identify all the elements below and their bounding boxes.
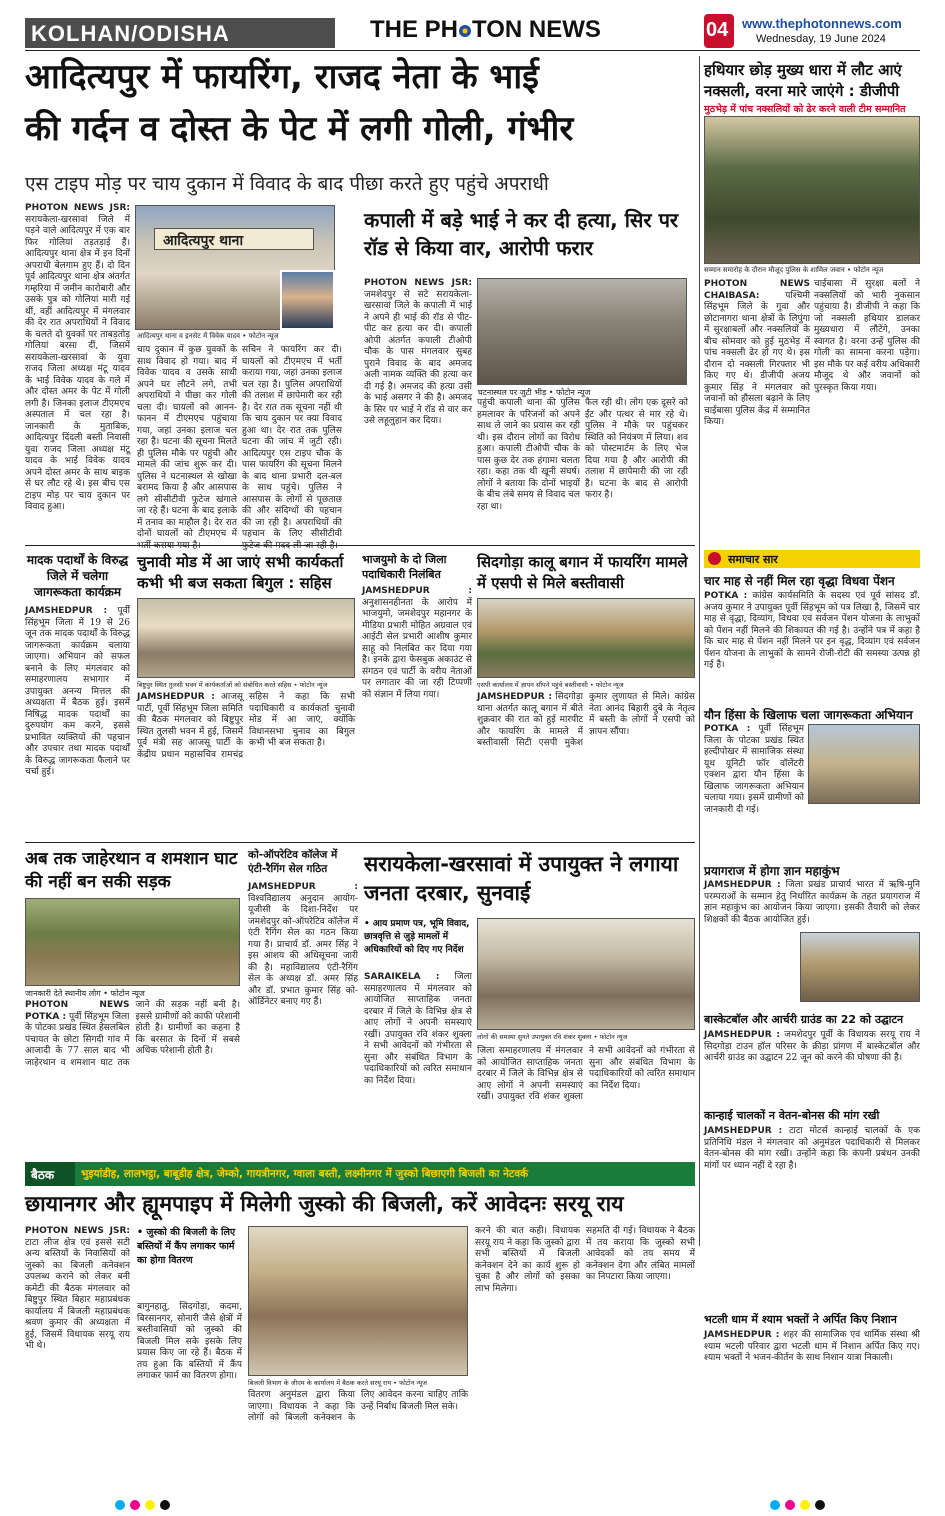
naxal-photo-police-group	[704, 116, 920, 264]
ajsu-text: आजसू पार्टी, पूर्वी सिंहभूम जिला समिति की बैठक मंगलवार को बिष्टुपुर स्थित तुलसी भवन में हुई, जिसमें पूर्व मंत्री सह आजसू पार्टी के केंद्रीय प्रधान महासचिव रामचंद्र सहिस ने कहा कि सभी पदाधिकारी व कार्यकर्ता चुनावी मोड में आ जाएं, क्योंकि विधानसभा चुनाव का बिगुल कभी भी बज सकता है।	[137, 692, 355, 760]
janta-darbar-body-2	[477, 1046, 695, 1150]
drugs-headline: मादक पदार्थों के विरुद्ध जिले में चलेगा जागरूकता कार्यक्रम	[26, 553, 129, 599]
brief-2-photo	[808, 724, 920, 804]
jusco-bullet: • जुस्को की बिजली के लिए बस्तियों में कैंप लगाकर फार्म का होगा वितरण	[137, 1227, 236, 1266]
brief-4-byline: JAMSHEDPUR :	[704, 1030, 780, 1040]
story2-text-col2: पहुंची कपाली थाना की पुलिस हमलावर के परिजनों को अपने साथ ले जाने का प्रयास कर रही थी। इस दौरान लोगों का विरोध हुआ। कपाली टीओपी चौक के पास कुछ देर तक हंगामा चलता रहा। कहा तक थी खूनी संघर्ष। लोगों ने बताया कि दोनों भाइयों के बीच लंबे समय से विवाद चल रहा था।	[477, 398, 580, 512]
brief-item-6	[704, 1312, 920, 1482]
jusco-column-1	[25, 1226, 130, 1481]
janta-darbar-body-1	[364, 972, 472, 1150]
janta-darbar-byline: SARAIKELA :	[364, 972, 440, 982]
section-label	[25, 18, 335, 48]
lead-text-col2: चाय दुकान में कुछ युवकों के साथ विवाद हो गया। बाद में विवेक यादव व उसके साथी अपने घर लौटने लगे, तभी अपराधियों ने पीछा कर गोली चला दी। घायलों को आनन-फानन में टीएमएच पहुंचाया गया, जहां उनका इलाज चल रहा है। घटना की सूचना मिलते ही पुलिस मौके पर पहुंची और मामले की जांच शुरू कर दी। पुलिस ने घटनास्थल से खोखा बरामद किया है और आसपास लगे सीसीटीवी फुटेज खंगाले जा रहे हैं। घटना के बाद इलाके में तनाव का माहौल है। देर रात दोनों घायलों को टीएमएच में	[137, 345, 237, 539]
brief-item-2	[704, 706, 920, 856]
lead-headline-1: आदित्यपुर में फायरिंग, राजद नेता के भाई	[25, 57, 539, 97]
brief-4-body	[704, 1030, 920, 1102]
brief-4-text: जमशेदपुर पूर्वी के विधायक सरयू राय ने सिदगोड़ा टाउन हॉल परिसर के क्रीड़ा प्रांगण में बास्केटबॉल और आर्चरी ग्राउंड का उद्घाटन 22 जून को करने की घोषणा की है।	[704, 1030, 920, 1063]
kalu-bagan-text: सिदगोड़ा थाना अंतर्गत कालू बगान में बीते शुक्रवार की रात को हुई मारपीट और फायरिंग के मामले में बस्तीवासी सिटी एसपी मुकेश कुमार लुणायत से मिले। कांग्रेस नेता आनंद बिहारी दुबे के नेतृत्व में बस्ती के लोगों ने एसपी को ज्ञापन सौंपा।	[477, 692, 695, 748]
masthead	[0, 0, 945, 52]
lead-byline: PHOTON NEWS JSR:	[25, 203, 130, 213]
story2-text-col1: जमशेदपुर से सटे सरायकेला-खरसावां जिले के कपाली में भाई ने अपने ही भाई की रॉड से पीट-पीट कर हत्या कर दी। कपाली ओपी अंतर्गत कपाली टीओपी चौक के पास मंगलवार सुबह पुराने विवाद के बाद अमजद अली नामक व्यक्ति की हत्या कर दी गई है। अमजद की हत्या उसी के भाई असगर ने की है। अमजद के सिर पर भाई ने रॉड से वार कर उसे लहूलुहान कर दिया।	[364, 289, 472, 426]
bjym-text: अनुशासनहीनता के आरोप में भाजयुमो, जमशेदपुर महानगर के मीडिया प्रभारी मोहित अग्रवाल एवं आईटी सेल प्रभारी आशीष कुमार साहू को निलंबित कर दिया गया है। इनके द्वारा फेसबुक अकाउंट से संगठन एवं पार्टी के वरीय नेताओं पर लगातार की जा रही टिप्पणी को संज्ञान में लिया गया।	[362, 597, 472, 700]
brief-2-byline: POTKA :	[704, 724, 751, 734]
brief-2-text: पूर्वी सिंहभूम जिला के पोटका प्रखंड स्थित हल्दीपोखर में सामाजिक संस्था यूथ यूनिटी फॉर वॉलेंटरी एक्शन द्वारा यौन हिंसा के खिलाफ जागरूकता अभियान चलाया गया। इसमें ग्रामीणों को जानकारी दी गई।	[704, 724, 804, 815]
story2-byline: PHOTON NEWS JSR:	[364, 278, 472, 288]
janta-darbar-photo	[477, 918, 695, 1030]
registration-black-mark	[815, 1500, 825, 1510]
naxal-column-2	[814, 279, 920, 544]
kalu-bagan-photo	[477, 598, 695, 678]
brief-6-title: भटली धाम में श्याम भक्तों ने अर्पित किए निशान	[704, 1313, 897, 1326]
registration-cyan-mark	[770, 1500, 780, 1510]
brief-1-text: कांग्रेस कार्यसमिति के सदस्य एवं पूर्व सांसद डॉ. अजय कुमार ने उपायुक्त पूर्वी सिंहभूम को पत्र लिखा है, जिसमें चार माह से वृद्धा, दिव्यांग, विधवा एवं सर्वजन पेंशन योजना के लाभुकों को पेंशन नहीं मिलने की शिकायत की गई है। उन्होंने पत्र में कहा है कि चार माह से पेंशन नहीं मिलने पर इन वृद्ध, दिव्यांग एवं सर्वजन पेंशन योजना के लाभुकों के सामने रोजी-रोटी की समस्या उत्पन्न हो गई है।	[704, 591, 920, 670]
kalu-bagan-caption: एसपी कार्यालय में ज्ञापन सौंपने पहुंचे बस्तीवासी • फोटोन न्यूज	[477, 681, 624, 689]
kalu-bagan-byline: JAMSHEDPUR :	[477, 692, 552, 702]
lower-row-rule	[25, 842, 695, 843]
ajsu-body	[137, 692, 355, 837]
news-brief-title: समाचार सार	[728, 553, 778, 566]
brief-3-body	[704, 880, 920, 930]
brief-item-1	[704, 572, 920, 700]
bottom-band-label-box	[25, 1162, 75, 1186]
drugs-text: पूर्वी सिंहभूम जिला में 19 से 26 जून तक मादक पदार्थों के विरुद्ध जागरूकता कार्यक्रम चलाया जाएगा। अभियान को सफल बनाने के लिए मंगलवार को समाहरणालय सभागार में उपायुक्त अनन्य मित्तल की अध्यक्षता में बैठक हुई। इसमें निषिद्ध मादक पदार्थों का दुरुपयोग कम करने, इससे प्रभावित व्यक्तियों की पहचान और उपचार तथा मादक पदार्थों के विरुद्ध जागरूकता फैलाने पर चर्चा हुई।	[25, 606, 130, 777]
logo-text-right: TON NEWS	[472, 16, 601, 43]
ajsu-caption: बिष्टुपुर स्थित तुलसी भवन में कार्यकर्ताओं को संबोधित करते सहिस • फोटोन न्यूज	[137, 681, 328, 689]
news-brief-label	[704, 550, 920, 568]
mid-row-rule	[25, 545, 695, 546]
bottom-band	[25, 1162, 695, 1186]
lead-text-col1: सरायकेला-खरसावां जिले में पड़ने वाले आदित्यपुर में एक बार फिर गोलियां तड़तड़ाई हैं। आदित्यपुर थाना क्षेत्र में इन दिनों अपराधी बेलगाम हुए हैं। दो दिन पूर्व आदित्यपुर थाना क्षेत्र अंतर्गत गम्हरिया में जमीन कारोबारी और उसके पुत्र को गोलियां मारी गई थीं, वहीं आदित्यपुर में मंगलवार की देर रात अपराधियों ने विवाद के चलते दो युवकों पर ताबड़तोड़ गोलियां बरसा दीं, जिसमें सरायकेला-खरसावां के युवा राजद जिला अध्यक्ष मंटू यादव के भाई विवेक यादव के गले में और दोस्त अमर के पेट में गोली लगी है। जिनका इलाज टीएमएच अस्पताल में चल रहा है। जानकारी के मुताबिक, आदित्यपुर दिंदली बस्ती निवासी युवा राजद जिला अध्यक्ष मंटू यादव के भाई विवेक यादव अपने दोस्त अमर के साथ बाइक से घर लौट रहे थे। इस बीच एस टाइप मोड़ पर चाय दुकान पर विवाद हुआ।	[25, 214, 130, 512]
station-sign-text: आदित्यपुर थाना	[163, 233, 244, 249]
naxal-caption: सम्मान समारोह के दौरान मौजूद पुलिस के शामिल जवान • फोटोन न्यूज	[704, 266, 884, 274]
page-number-text: 04	[706, 19, 729, 41]
story2-column-3	[585, 398, 688, 540]
brief-3-byline: JAMSHEDPUR :	[704, 880, 781, 890]
brief-item-4	[704, 1012, 920, 1104]
story2-text-col3: फैल रही थी। लोग एक दूसरे को ईंट और पत्थर से मार रहे थे। पुलिस ने मौके पर पहुंचकर स्थिति को नियंत्रण में लिया। शव को पोस्टमार्टम के लिए भेज दिया गया है और आरोपी की तलाश में छापेमारी की जा रही है। घटना के बाद से आरोपी फरार है।	[585, 398, 688, 500]
ajsu-byline: JAMSHEDPUR :	[137, 692, 215, 702]
lead-column-3	[242, 345, 342, 540]
jusco-text-col5: सहमति दी गई। विधायक ने बैठक में तय कराया कि जुस्को सभी आवेदकों को तय समय में कनेक्शन देगा और लंबित मामलों का निपटारा किया जाएगा।	[586, 1226, 695, 1282]
jusco-column-2	[137, 1302, 242, 1482]
lead-inset-photo	[280, 270, 335, 330]
lead-text-col3: सचिन ने फायरिंग कर दी। घायलों को टीएमएच में भर्ती कराया गया, जहां उनका इलाज चल रहा है। पुलिस अपराधियों की तलाश में छापेमारी कर रही है। देर रात तक सूचना नहीं थी कि चाय दुकान पर क्या विवाद हुआ था। देर रात तक पुलिस घटना की जांच में जुटी रही। आदित्यपुर एस टाइप चौक के पास फायरिंग की सूचना मिलने के बाद थाना प्रभारी दल-बल के साथ पहुंचे। पुलिस ने आसपास के लोगों से पूछताछ की और संदिग्धों की पहचान की जा रही है। अपराधियों की पहचान के लिए सीसीटीवी	[242, 345, 342, 539]
janta-darbar-bullet: • आय प्रमाण पत्र, भूमि विवाद, छात्रवृत्ति से जुड़े मामलों में अधिकारियों को दिए गए निर्देश	[364, 919, 470, 955]
jusco-column-4	[475, 1226, 580, 1481]
brief-1-body	[704, 591, 920, 699]
story2-caption: घटनास्थल पर जुटी भीड़ • फोटोन न्यूज	[478, 388, 591, 397]
road-byline: PHOTON NEWS POTKA :	[25, 1000, 130, 1022]
lead-subhead: एस टाइप मोड़ पर चाय दुकान में विवाद के बाद पीछा करते हुए पहुंचे अपराधी	[25, 173, 549, 195]
naxal-headline: हथियार छोड़ मुख्य धारा में लौट आएं नक्सली, वरना मारे जाएंगे : डीजीपी	[704, 61, 902, 100]
jusco-text-col2: बागुनहातु, सिदगोड़ा, कदमा, बिरसानगर, सोनारी जैसे क्षेत्रों में बस्तीवासियों को जुस्को की बिजली मिल सके इसके लिए प्रयास किए जा रहे हैं। बैठक में तय हुआ कि बस्तियों में कैंप लगाकर फार्म का वितरण होगा।	[137, 1302, 242, 1381]
brief-item-5	[704, 1108, 920, 1308]
registration-magenta-mark	[785, 1500, 795, 1510]
brief-item-3	[704, 862, 920, 1007]
story2-photo-crowd	[477, 278, 687, 385]
website-link[interactable]: www.thephotonnews.com	[742, 16, 902, 31]
lead-photo-caption: आदित्यपुर थाना व इनसेट में विवेक यादव • फोटोन न्यूज	[137, 332, 279, 340]
kalu-bagan-headline: सिदगोड़ा कालू बगान में फायरिंग मामले में एसपी से मिले बस्तीवासी	[477, 553, 688, 592]
bjym-headline: भाजयुमो के दो जिला पदाधिकारी निलंबित	[362, 553, 447, 581]
bjym-body	[362, 586, 472, 836]
ragging-body	[248, 882, 358, 1150]
station-sign	[154, 228, 314, 250]
janta-darbar-caption: लोगों की समस्या सुनते उपायुक्त रवि शंकर शुक्ला • फोटोन न्यूज	[477, 1033, 628, 1041]
jusco-text-col1: टाटा लीज क्षेत्र एवं इससे सटी अन्य बस्तियों के निवासियों को जुस्को का बिजली कनेक्शन उपलब्ध कराने को लेकर बनी कमेटी की बैठक मंगलवार को बिष्टुपुर स्थित बिहार महाप्रबंधक कार्यालय में बिजली महाप्रबंधक श्रवण कुमार की अध्यक्षता में हुई, जिसमें विधायक सरयू राय भी थे।	[25, 1237, 130, 1351]
road-caption: जानकारी देते स्थानीय लोग • फोटोन न्यूज	[25, 989, 145, 998]
brief-2-title: यौन हिंसा के खिलाफ चला जागरूकता अभियान	[704, 708, 913, 722]
registration-magenta-mark	[130, 1500, 140, 1510]
jusco-column-3	[248, 1390, 468, 1482]
brief-6-body	[704, 1330, 920, 1480]
jusco-caption: बिजली विभाग के जीएम के कार्यालय में बैठक करते सरयू राय • फोटोन न्यूज	[248, 1379, 427, 1387]
brief-1-byline: POTKA :	[704, 591, 748, 601]
jusco-byline: PHOTON NEWS JSR:	[25, 1226, 130, 1236]
road-body	[25, 1000, 240, 1150]
logo-text-left: THE PH	[370, 16, 459, 43]
brief-5-body	[704, 1126, 920, 1306]
story2-column-1	[364, 278, 472, 540]
lead-headline-2: की गर्दन व दोस्त के पेट में लगी गोली, गंभीर	[25, 109, 574, 149]
page-number	[704, 14, 734, 48]
brief-6-byline: JAMSHEDPUR :	[704, 1330, 780, 1340]
jusco-photo-meeting	[248, 1226, 468, 1376]
bottom-band-label: बैठक	[31, 1168, 55, 1182]
jusco-text-col4: करने की बात कही। विधायक सरयू राय ने कहा कि जुस्को द्वारा सभी बस्तियों में बिजली कनेक्शन देने का कार्य शुरू हो चुका है और लोगों को इसका लाभ मिलेगा।	[475, 1226, 580, 1294]
brief-1-title: चार माह से नहीं मिल रहा वृद्धा विधवा पेंशन	[704, 574, 895, 588]
bottom-band-text: भुइयांडीह, लालभट्ठा, बाबूडीह क्षेत्र, जेम्को, गायत्रीनगर, ग्वाला बस्ती, लक्ष्मीनगर में जुस्को बिछाएगी बिजली का नेटवर्क	[81, 1168, 529, 1180]
ragging-text: विश्वविद्यालय अनुदान आयोग-यूजीसी के दिशा-निर्देश पर जमशेदपुर को-ऑपरेटिव कॉलेज में एंटी रैगिंग सेल का गठन किया गया है। प्राचार्य डॉ. अमर सिंह ने इस आशय की अधिसूचना जारी की है। महाविद्यालय एंटी-रैगिंग सेल के अध्यक्ष डॉ. अमर सिंह और डॉ. प्रभात कुमार सिंह को-ऑर्डिनेटर बनाए गए हैं।	[248, 893, 358, 1007]
section-title: KOLHAN/ODISHA	[31, 21, 230, 46]
jusco-column-5	[586, 1226, 695, 1481]
janta-darbar-text-cont: जिला समाहरणालय में मंगलवार को आयोजित साप्ताहिक जनता दरबार में जिले के विभिन्न क्षेत्र से आए लोगों ने अपनी समस्याएं रखीं। उपायुक्त रवि शंकर शुक्ला ने सभी आवेदनों को गंभीरता से सुना और संबंधित विभाग के पदाधिकारियों को त्वरित समाधान का निर्देश दिया।	[477, 1046, 695, 1102]
lead-column-2	[137, 345, 237, 540]
brief-5-byline: JAMSHEDPUR :	[704, 1126, 783, 1136]
brief-3-photo	[800, 932, 920, 1002]
naxal-text-col2: चाईबासा में सुरक्षा बलों ने नक्सलियों को भारी नुकसान पहुंचाया है। डीजीपी ने कहा कि जो नक्सली हथियार डालकर मुख्यधारा में लौटेंगे, उनका स्वागत है। वरना उन्हें पुलिस की गोली का सामना करना पड़ेगा। इस मौके पर कई वरीय अधिकारी मौजूद थे और जवानों को पुरस्कृत किया गया।	[814, 279, 920, 393]
ajsu-headline: चुनावी मोड में आ जाएं सभी कार्यकर्ता कभी भी बज सकता बिगुल : सहिस	[137, 553, 344, 592]
issue-date: Wednesday, 19 June 2024	[756, 33, 886, 45]
bjym-byline: JAMSHEDPUR :	[362, 586, 472, 596]
right-column-divider	[699, 56, 700, 1246]
registration-cyan-mark	[115, 1500, 125, 1510]
road-text: पूर्वी सिंहभूम जिला के पोटका प्रखंड स्थित हेसलबिल पंचायत के छोटा सिगदी गांव में आजादी के 77 साल बाद भी जाहेरथान व शमशान घाट तक जाने की सड़क नहीं बनी है। इससे ग्रामीणों को काफी परेशानी होती है। ग्रामीणों का कहना है कि बरसात के दिनों में सबसे अधिक परेशानी होती है।	[25, 1000, 240, 1068]
naxal-byline: PHOTON NEWS CHAIBASA:	[704, 279, 810, 301]
story2-column-2	[477, 398, 580, 540]
jusco-headline: छायानगर और ह्यूमपाइप में मिलेगी जुस्को की बिजली, करें आवेदनः सरयू राय	[25, 1192, 624, 1217]
drugs-byline: JAMSHEDPUR :	[25, 606, 108, 616]
brief-2-body	[704, 724, 804, 844]
registration-yellow-mark	[800, 1500, 810, 1510]
masthead-logo	[370, 16, 700, 48]
brief-3-text: जिला प्रखंड प्राचार्य भारत में ऋषि-मुनि परम्पराओं के सम्मान हेतु निर्धारित कार्यक्रम के तहत प्रयागराज में ज्ञान महाकुंभ का आयोजन किया जाएगा। इसकी तैयारी को लेकर शिक्षकों की बैठक आयोजित हुई।	[704, 880, 920, 925]
brief-4-title: बास्केटबॉल और आर्चरी ग्राउंड का 22 को उद्घाटन	[704, 1013, 904, 1026]
ragging-byline: JAMSHEDPUR :	[248, 882, 358, 892]
lead-column-1	[25, 203, 130, 540]
story2-headline: कपाली में बड़े भाई ने कर दी हत्या, सिर पर रॉड से किया वार, आरोपी फरार	[364, 208, 679, 260]
masthead-rule	[25, 50, 920, 51]
drugs-body	[25, 606, 130, 836]
naxal-column-1	[704, 279, 810, 544]
road-photo	[25, 898, 240, 986]
brief-3-title: प्रयागराज में होगा ज्ञान महाकुंभ	[704, 864, 840, 878]
photon-logo-icon	[459, 25, 471, 37]
janta-darbar-headline: सरायकेला-खरसावां में उपायुक्त ने लगाया जनता दरबार, सुनवाई	[364, 852, 679, 905]
brief-6-text: शहर की सामाजिक एवं धार्मिक संस्था श्री श्याम भटली परिवार द्वारा भटली धाम में निशान अर्पित किए गए। श्याम भक्तों ने भजन-कीर्तन के साथ निशान यात्रा निकाली।	[704, 1330, 920, 1363]
registration-yellow-mark	[145, 1500, 155, 1510]
jusco-text-col3: वितरण अनुमंडल द्वारा किया जाएगा। विधायक ने कहा कि लोगों को बिजली कनेक्शन के लिए आवेदन करना चाहिए ताकि उन्हें निर्बाध बिजली मिल सके।	[248, 1390, 468, 1423]
road-headline: अब तक जाहेरथान व शमशान घाट की नहीं बन सकी सड़क	[25, 849, 238, 892]
janta-darbar-text: जिला समाहरणालय में मंगलवार को आयोजित साप्ताहिक जनता दरबार में जिले के विभिन्न क्षेत्र से आए लोगों ने अपनी समस्याएं रखीं। उपायुक्त रवि शंकर शुक्ला ने सभी आवेदनों को गंभीरता से सुना और संबंधित विभाग के पदाधिकारियों को त्वरित समाधान का निर्देश दिया।	[364, 972, 472, 1086]
naxal-text-col1: पश्चिमी सिंहभूम जिले के गुवा और छोटानागरा थाना क्षेत्रों के लिपुंगा में सुरक्षाबलों और नक्सलियों के बीच सोमवार को हुई मुठभेड़ में पांच नक्सली ढेर हो गए थे। इस दौरान दो नक्सली गिरफ्तार भी किए गए थे। डीजीपी अजय कुमार सिंह ने मंगलवार को जवानों को हौसला बढ़ाने के लिए चाईबासा पुलिस केंद्र में सम्मानित किया।	[704, 290, 810, 427]
brief-5-title: कान्हाई चालकों न वेतन-बोनस की मांग रखी	[704, 1109, 880, 1122]
naxal-subhead: मुठभेड़ में पांच नक्सलियों को ढेर करने वाली टीम सम्मानित	[704, 104, 906, 115]
ajsu-photo-meeting	[137, 598, 355, 678]
brief-5-text: टाटा मोटर्स कान्हाई चालकों के एक प्रतिनिधि मंडल ने मंगलवार को अनुमंडल पदाधिकारी से मिलकर वेतन-बोनस की मांग रखी। उन्होंने कहा कि कंपनी प्रबंधन उनकी मांगों पर ध्यान नहीं दे रहा है।	[704, 1126, 920, 1171]
registration-black-mark	[160, 1500, 170, 1510]
news-brief-icon	[708, 552, 721, 565]
ragging-headline: को-ऑपरेटिव कॉलेज में एंटी-रैगिंग सेल गठित	[248, 849, 338, 875]
kalu-bagan-body	[477, 692, 695, 837]
